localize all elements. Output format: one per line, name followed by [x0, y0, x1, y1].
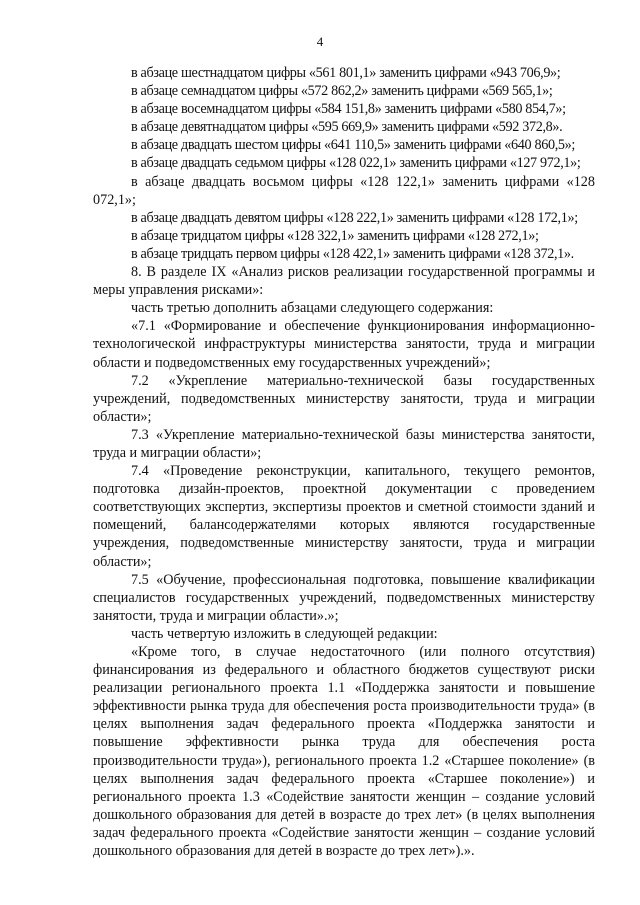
amendment-paragraph-18: в абзаце восемнадцатом цифры «584 151,8» заменить цифрами «580 854,7»;: [131, 101, 566, 118]
page-number: 4: [316, 34, 324, 49]
item-7-4: 7.4 «Проведение реконструкции, капитального, текущего ремонтов, подготовка дизайн-проектов, проектной документации с проведением соответствующих экспертиз, экспертизы проектов и сметной стоимости зданий и помещений, балансодержателями которых являются государственные учреждения, подведомственные министерству занятости, труда и миграции области»;: [93, 463, 595, 570]
amendment-paragraph-19: в абзаце девятнадцатом цифры «595 669,9» заменить цифрами «592 372,8».: [131, 119, 563, 136]
amendment-paragraph-28: в абзаце двадцать восьмом цифры «128 122,1» заменить цифрами «128 072,1»;: [93, 173, 595, 208]
document-body: [93, 64, 595, 860]
item-7-2: 7.2 «Укрепление материально-технической базы государственных учреждений, подведомственных министерству занятости, труда и миграции области»;: [93, 372, 595, 425]
amendment-paragraph-16: в абзаце шестнадцатом цифры «561 801,1» заменить цифрами «943 706,9»;: [131, 65, 561, 81]
item-7-1: «7.1 «Формирование и обеспечение функционирования информационно-технологической инфраструктуры министерства занятости, труда и миграции области и подведомственных ему государственных учреждений»;: [93, 318, 595, 371]
item-7-5: 7.5 «Обучение, профессиональная подготовка, повышение квалификации специалистов государственных учреждений, подведомственных министерству занятости, труда и миграции области».»;: [93, 571, 595, 624]
section-ix-heading: 8. В разделе IX «Анализ рисков реализации государственной программы и меры управления рисками»:: [93, 264, 595, 299]
item-7-3: 7.3 «Укрепление материально-технической базы министерства занятости, труда и миграции области»;: [93, 426, 595, 461]
part-three-instruction: часть третью дополнить абзацами следующего содержания:: [131, 300, 494, 317]
part-four-instruction: часть четвертую изложить в следующей редакции:: [131, 625, 438, 642]
part-four-text: «Кроме того, в случае недостаточного (или полного отсутствия) финансирования из федерального и областного бюджетов существуют риски реализации регионального проекта 1.1 «Поддержка занятости и повышение эффективности рынка труда для обеспечения роста производительности труда» (в целях выполнения задач федерального проекта «Поддержка занятости и повышение эффективности рынка труда для обеспечения роста производительности труда»), регионального проекта 1.2 «Старшее поколение» (в целях выполнения задач федерального проекта «Старшее поколение») и регионального проекта 1.3 «Содействие занятости женщин – создание условий дошкольного образования для детей в возрасте до трех лет» (в целях выполнения задач федерального проекта «Содействие занятости женщин – создание условий дошкольного образования для детей в возрасте до трех лет»).».: [93, 644, 595, 860]
amendment-paragraph-30: в абзаце тридцатом цифры «128 322,1» заменить цифрами «128 272,1»;: [131, 227, 539, 244]
amendment-paragraph-26: в абзаце двадцать шестом цифры «641 110,5» заменить цифрами «640 860,5»;: [131, 137, 575, 154]
amendment-paragraph-27: в абзаце двадцать седьмом цифры «128 022,1» заменить цифрами «127 972,1»;: [131, 155, 581, 172]
amendment-paragraph-17: в абзаце семнадцатом цифры «572 862,2» заменить цифрами «569 565,1»;: [131, 83, 553, 100]
amendment-paragraph-29: в абзаце двадцать девятом цифры «128 222,1» заменить цифрами «128 172,1»;: [131, 209, 578, 226]
amendment-paragraph-31: в абзаце тридцать первом цифры «128 422,1» заменить цифрами «128 372,1».: [131, 245, 574, 262]
